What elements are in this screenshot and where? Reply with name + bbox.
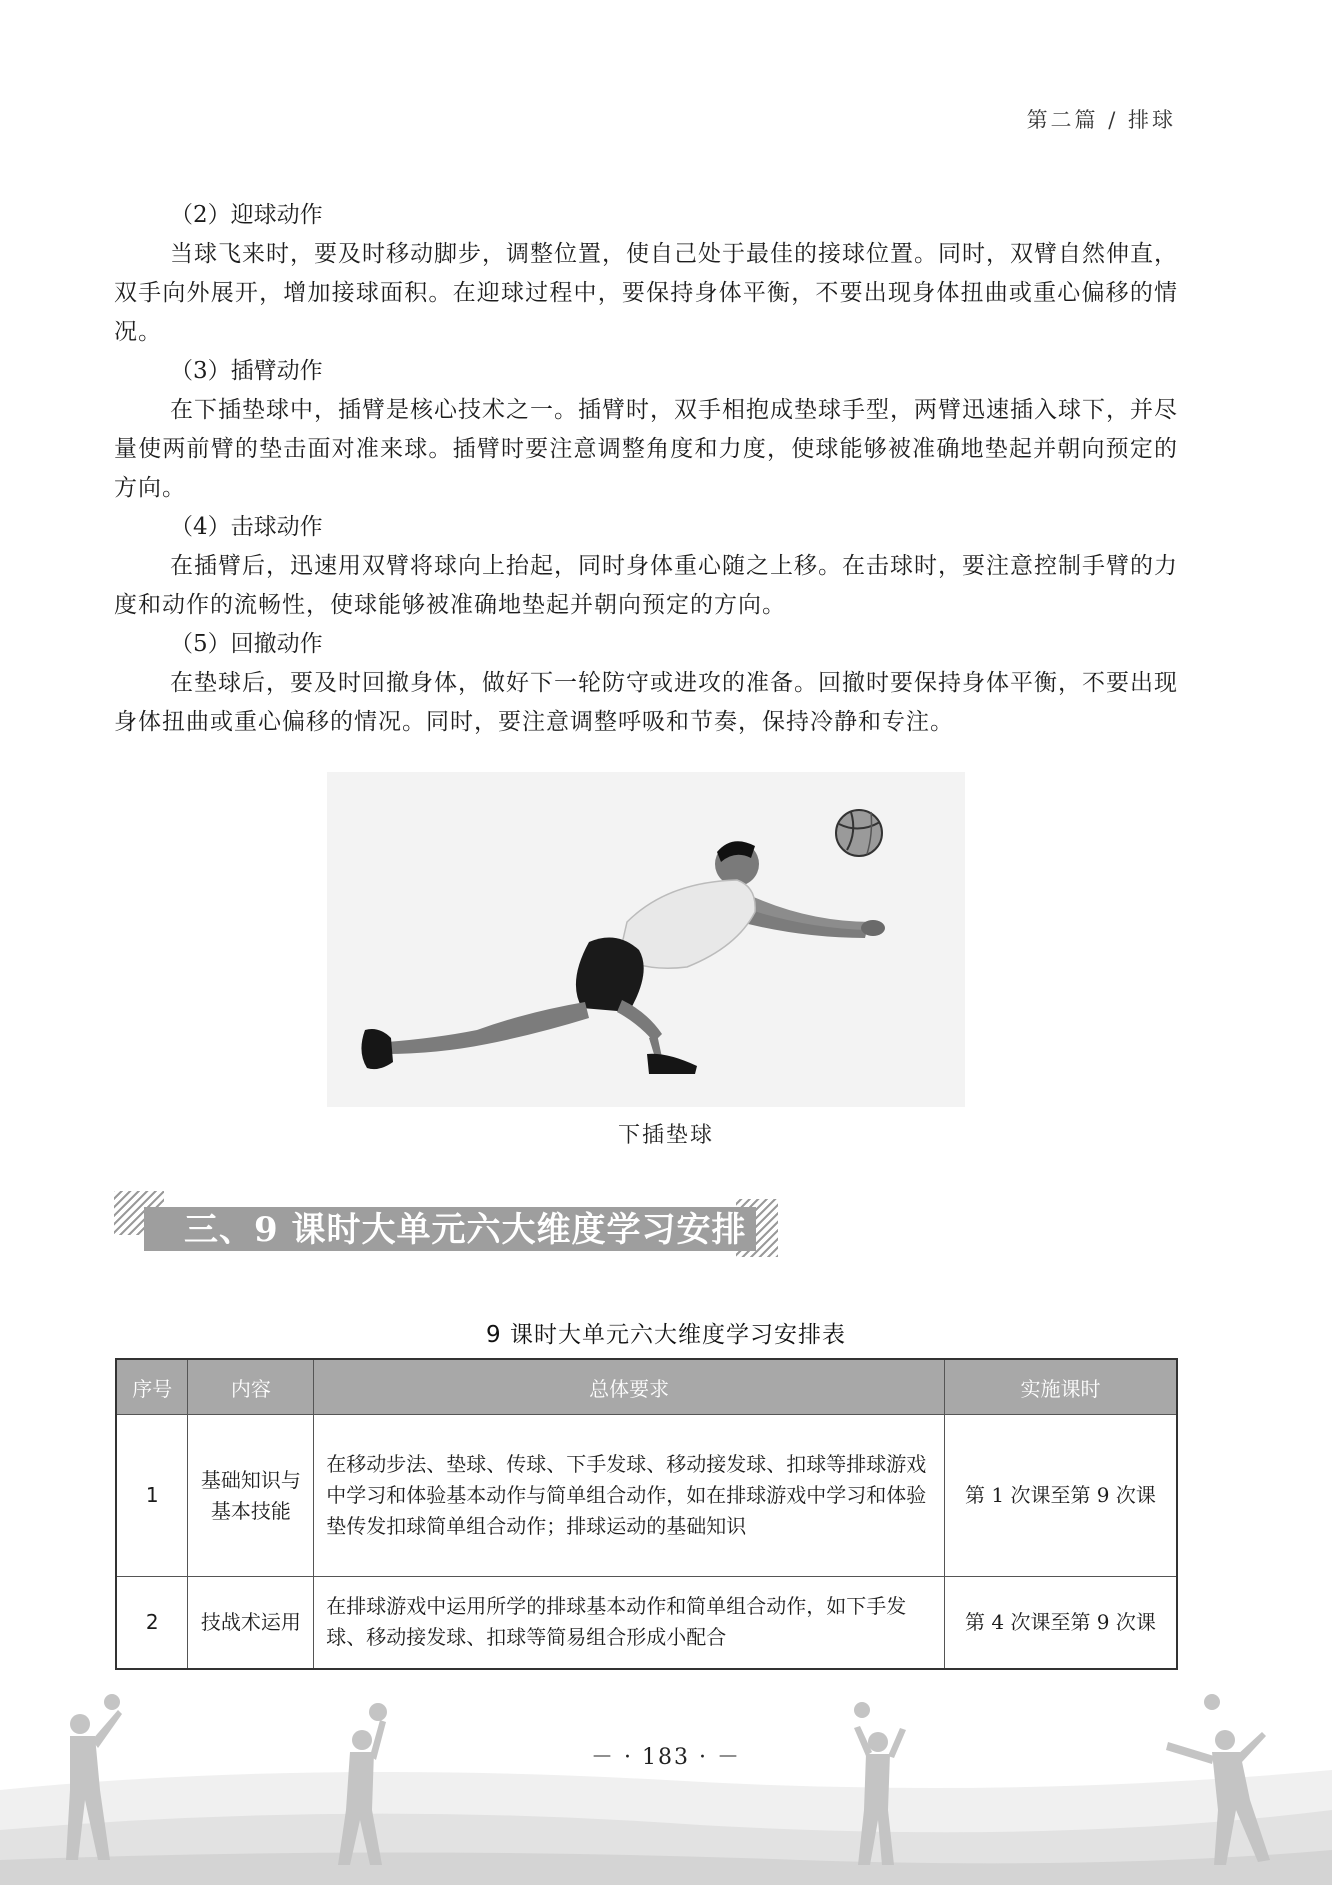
subheading: （4）击球动作 (170, 514, 323, 540)
table-row (116, 1577, 1177, 1669)
schedule-table (115, 1358, 1178, 1670)
row-content: 基础知识与基本技能 (188, 1415, 314, 1577)
section-banner (114, 1191, 794, 1263)
table-row (116, 1415, 1177, 1577)
table-title: 9 课时大单元六大维度学习安排表 (486, 1322, 846, 1348)
column-header: 内容 (188, 1359, 314, 1415)
volleyball-silhouettes-footer (0, 1660, 1332, 1885)
column-header: 序号 (116, 1359, 188, 1415)
row-requirement: 在移动步法、垫球、传球、下手发球、移动接发球、扣球等排球游戏中学习和体验基本动作与简单组合动作，如在排球游戏中学习和体验垫传发扣球简单组合动作；排球运动的基础知识 (314, 1415, 945, 1577)
row-number: 1 (116, 1415, 188, 1577)
subheading: （5）回撤动作 (170, 631, 323, 657)
table-header-row (116, 1359, 1177, 1415)
column-header: 总体要求 (314, 1359, 945, 1415)
paragraph: 在下插垫球中，插臂是核心技术之一。插臂时，双手相抱成垫球手型，两臂迅速插入球下，并尽量使两前臂的垫击面对准来球。插臂时要注意调整角度和力度，使球能够被准确地垫起并朝向预定的方向。 (114, 397, 1178, 501)
subheading: （3）插臂动作 (170, 358, 323, 384)
row-hours: 第 1 次课至第 9 次课 (944, 1415, 1177, 1577)
row-number: 2 (116, 1577, 188, 1669)
footer-decoration (0, 1660, 1332, 1885)
section-title: 三、9 课时大单元六大维度学习安排 (184, 1210, 747, 1250)
row-hours: 第 4 次课至第 9 次课 (944, 1577, 1177, 1669)
running-header: 第二篇 / 排球 (1026, 108, 1176, 132)
page-number: － · 183 · － (591, 1745, 741, 1770)
paragraph: 当球飞来时，要及时移动脚步，调整位置，使自己处于最佳的接球位置。同时，双臂自然伸直，双手向外展开，增加接球面积。在迎球过程中，要保持身体平衡，不要出现身体扭曲或重心偏移的情况。 (114, 241, 1178, 345)
body-text (114, 196, 1178, 742)
column-header: 实施课时 (944, 1359, 1177, 1415)
row-requirement: 在排球游戏中运用所学的排球基本动作和简单组合动作，如下手发球、移动接发球、扣球等简易组合形成小配合 (314, 1577, 945, 1669)
paragraph: 在插臂后，迅速用双臂将球向上抬起，同时身体重心随之上移。在击球时，要注意控制手臂的力度和动作的流畅性，使球能够被准确地垫起并朝向预定的方向。 (114, 553, 1178, 618)
volleyball-player-illustration (327, 772, 965, 1107)
figure-caption: 下插垫球 (617, 1123, 714, 1148)
subheading: （2）迎球动作 (170, 202, 323, 228)
player-photo (327, 772, 965, 1107)
paragraph: 在垫球后，要及时回撤身体，做好下一轮防守或进攻的准备。回撤时要保持身体平衡，不要出现身体扭曲或重心偏移的情况。同时，要注意调整呼吸和节奏，保持冷静和专注。 (114, 670, 1178, 735)
row-content: 技战术运用 (188, 1577, 314, 1669)
